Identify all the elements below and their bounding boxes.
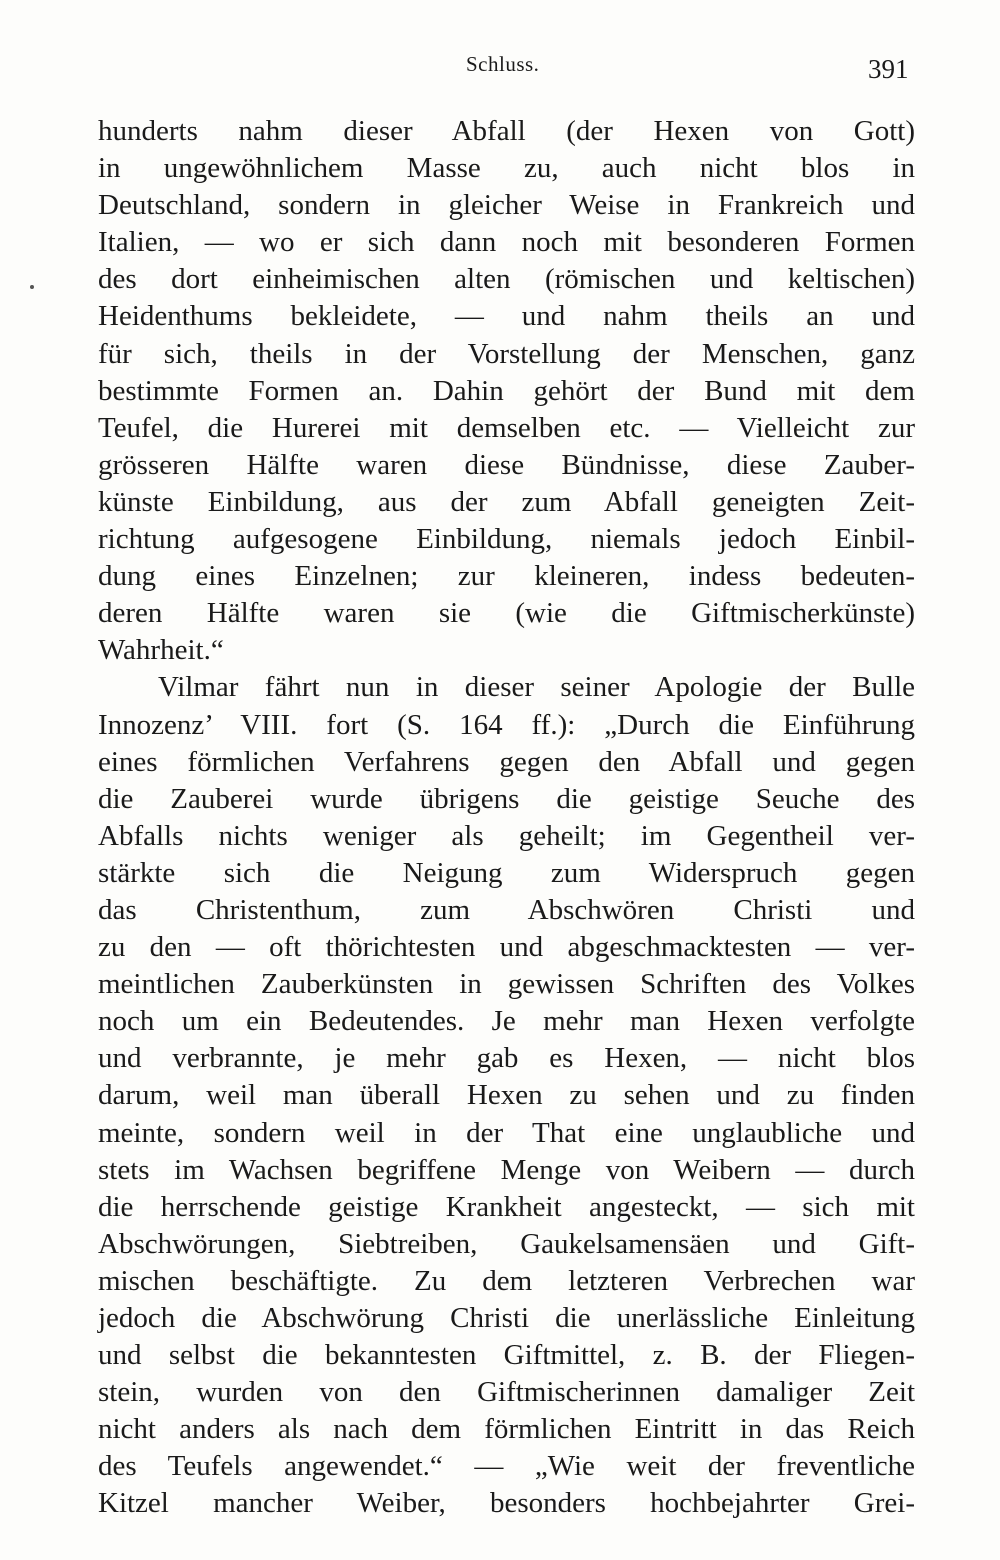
text-line: des dort einheimischen alten (römischen und keltischen) — [98, 263, 915, 296]
text-line: Deutschland, sondern in gleicher Weise in Frankreich und — [98, 189, 915, 222]
text-line: eines förmlichen Verfahrens gegen den Abfall und gegen — [98, 745, 915, 778]
text-line: grösseren Hälfte waren diese Bündnisse, diese Zauber- — [98, 448, 915, 481]
text-line: Teufel, die Hurerei mit demselben etc. — Vielleicht zur — [98, 411, 915, 444]
text-line: und verbrannte, je mehr gab es Hexen, — nicht blos — [98, 1042, 915, 1075]
text-line: künste Einbildung, aus der zum Abfall geneigten Zeit- — [98, 485, 915, 518]
body-text — [98, 113, 915, 1523]
text-line: zu den — oft thörichtesten und abgeschmacktesten — ver- — [98, 931, 915, 964]
text-line: in ungewöhnlichem Masse zu, auch nicht blos in — [98, 152, 915, 185]
text-line: noch um ein Bedeutendes. Je mehr man Hexen verfolgte — [98, 1005, 915, 1038]
text-line: richtung aufgesogene Einbildung, niemals jedoch Einbil- — [98, 523, 915, 556]
text-line: dung eines Einzelnen; zur kleineren, indess bedeuten- — [98, 560, 915, 593]
text-line: Abfalls nichts weniger als geheilt; im Gegentheil ver- — [98, 819, 915, 852]
text-line: und selbst die bekanntesten Giftmittel, z. B. der Fliegen- — [98, 1339, 915, 1372]
text-line: Abschwörungen, Siebtreiben, Gaukelsamensäen und Gift- — [98, 1227, 915, 1260]
text-line: Heidenthums bekleidete, — und nahm theils an und — [98, 300, 915, 333]
text-line: mischen beschäftigte. Zu dem letzteren Verbrechen war — [98, 1264, 915, 1297]
print-speck — [30, 285, 34, 289]
text-line: Kitzel mancher Weiber, besonders hochbejahrter Grei- — [98, 1487, 915, 1520]
text-line: deren Hälfte waren sie (wie die Giftmischerkünste) — [98, 597, 915, 630]
text-line: meinte, sondern weil in der That eine unglaubliche und — [98, 1116, 915, 1149]
running-title: Schluss. — [466, 52, 540, 76]
text-line: darum, weil man überall Hexen zu sehen und zu finden — [98, 1079, 915, 1112]
text-line: die herrschende geistige Krankheit angesteckt, — sich mit — [98, 1190, 915, 1223]
text-line: jedoch die Abschwörung Christi die unerlässliche Einleitung — [98, 1302, 915, 1334]
running-header — [0, 52, 1000, 82]
paragraph-end-line: Wahrheit.“ — [98, 634, 224, 667]
text-line: für sich, theils in der Vorstellung der Menschen, ganz — [98, 337, 915, 370]
text-line: des Teufels angewendet.“ — „Wie weit der freventliche — [98, 1450, 915, 1483]
text-line: bestimmte Formen an. Dahin gehört der Bund mit dem — [98, 374, 915, 407]
text-line: stärkte sich die Neigung zum Widerspruch gegen — [98, 856, 915, 889]
page-number: 391 — [868, 54, 909, 84]
text-line: meintlichen Zauberkünsten in gewissen Schriften des Volkes — [98, 968, 915, 1001]
text-line: stein, wurden von den Giftmischerinnen damaliger Zeit — [98, 1376, 915, 1409]
text-line: hunderts nahm dieser Abfall (der Hexen von Gott) — [98, 115, 915, 147]
paragraph-start-line: Vilmar fährt nun in dieser seiner Apologie der Bulle — [158, 671, 915, 704]
text-line: Italien, — wo er sich dann noch mit besonderen Formen — [98, 226, 915, 259]
text-line: die Zauberei wurde übrigens die geistige Seuche des — [98, 782, 915, 815]
text-line: stets im Wachsen begriffene Menge von Weibern — durch — [98, 1153, 915, 1186]
text-line: das Christenthum, zum Abschwören Christi und — [98, 893, 915, 926]
text-line: Innozenz’ VIII. fort (S. 164 ff.): „Durch die Einführung — [98, 708, 915, 741]
text-line: nicht anders als nach dem förmlichen Eintritt in das Reich — [98, 1413, 915, 1446]
